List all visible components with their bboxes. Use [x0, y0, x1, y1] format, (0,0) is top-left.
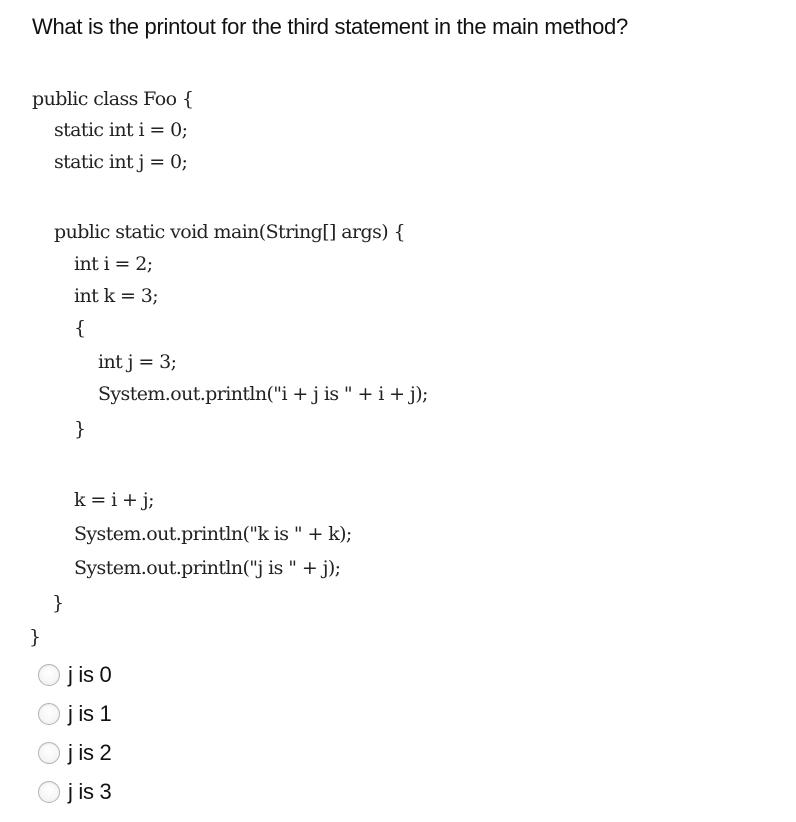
option-label[interactable]: j is 2	[68, 740, 112, 765]
code-line: public static void main(String[] args) {	[54, 221, 405, 243]
code-line: {	[74, 317, 86, 339]
code-line: public class Foo {	[32, 88, 194, 110]
code-line: int j = 3;	[98, 351, 177, 373]
code-line: }	[29, 626, 41, 648]
option-label[interactable]: j is 3	[68, 779, 112, 804]
code-line: static int i = 0;	[54, 119, 188, 141]
option-j-is-1[interactable]	[38, 699, 111, 729]
code-line: int k = 3;	[74, 285, 158, 307]
radio-button[interactable]	[38, 781, 60, 803]
radio-button[interactable]	[38, 664, 60, 686]
code-line: }	[52, 592, 64, 614]
option-j-is-2[interactable]	[38, 738, 111, 768]
option-j-is-0[interactable]	[38, 660, 111, 690]
code-line: System.out.println("j is " + j);	[74, 557, 341, 579]
code-line: static int j = 0;	[54, 151, 188, 173]
option-j-is-3[interactable]	[38, 777, 111, 807]
code-line: System.out.println("k is " + k);	[74, 523, 352, 545]
radio-button[interactable]	[38, 703, 60, 725]
code-line: int i = 2;	[74, 253, 153, 275]
code-line: System.out.println("i + j is " + i + j);	[98, 383, 428, 405]
question-text: What is the printout for the third statement in the main method?	[32, 14, 628, 39]
option-label[interactable]: j is 1	[68, 701, 112, 726]
code-line: }	[74, 418, 86, 440]
option-label[interactable]: j is 0	[68, 662, 112, 687]
code-line: k = i + j;	[74, 489, 154, 511]
radio-button[interactable]	[38, 742, 60, 764]
